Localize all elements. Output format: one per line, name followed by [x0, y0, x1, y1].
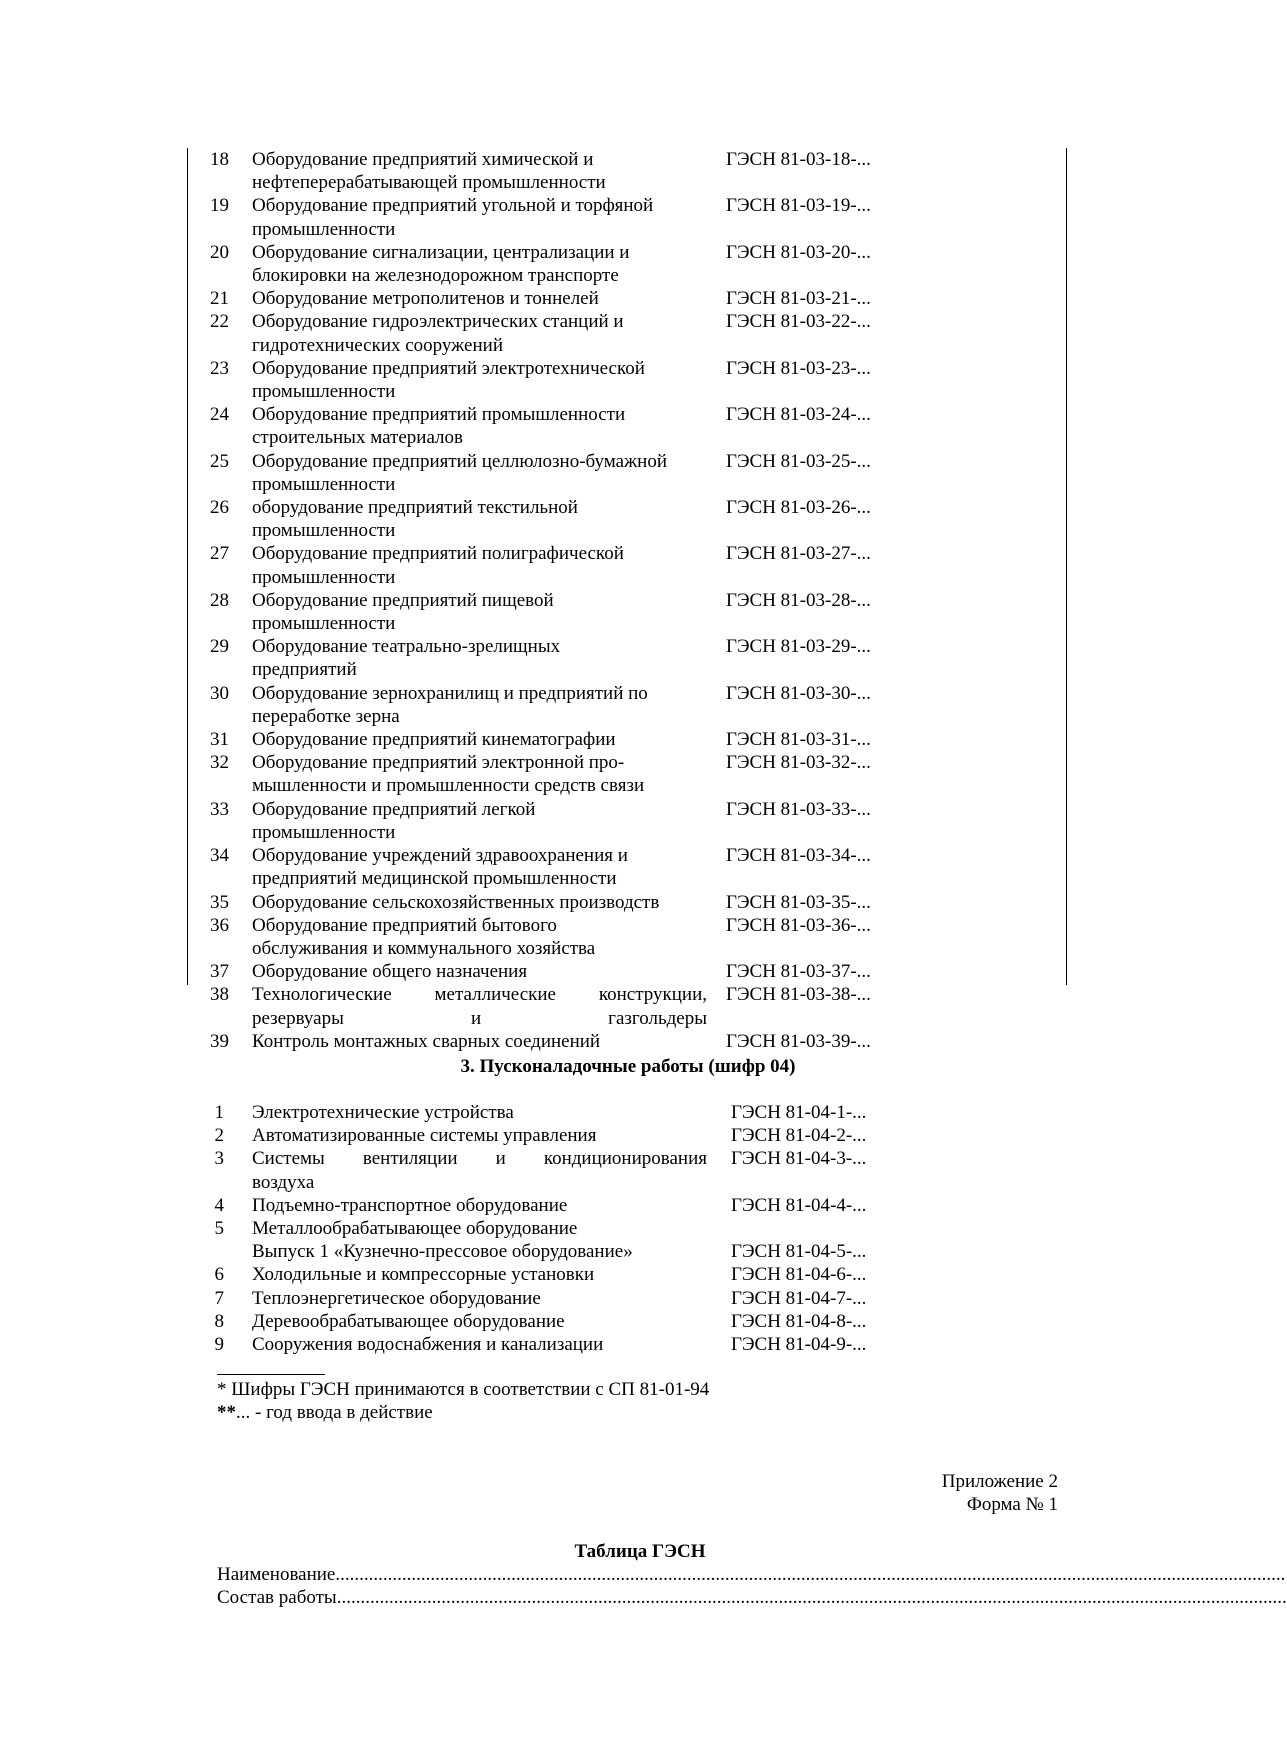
table-row — [200, 241, 900, 287]
table-row — [200, 194, 900, 240]
equipment-codes-table — [200, 148, 900, 1053]
row-name: Технологические металлические конструкции, резервуары и газгольдеры — [252, 984, 707, 1029]
row-name: Деревообрабатывающее оборудование — [252, 1310, 565, 1332]
row-code: ГЭСН 81-03-33-... — [726, 798, 871, 820]
row-name: Оборудование метрополитенов и тоннелей — [252, 288, 599, 310]
row-name: Контроль монтажных сварных соединений — [252, 1030, 601, 1052]
row-code: ГЭСН 81-03-21-... — [726, 288, 871, 310]
row-code: ГЭСН 81-04-7-... — [731, 1287, 867, 1309]
row-code: ГЭСН 81-03-32-... — [726, 752, 871, 774]
row-number: 6 — [214, 1264, 224, 1286]
row-number: 38 — [210, 984, 229, 1006]
row-name: Системы вентиляции и кондиционирования воздуха — [252, 1148, 707, 1193]
row-code: ГЭСН 81-03-26-... — [726, 497, 871, 519]
footnote-1: * Шифры ГЭСН принимаются в соответствии с СП 81-01-94 — [217, 1379, 710, 1400]
table-row — [200, 310, 900, 356]
row-code: ГЭСН 81-03-31-... — [726, 729, 871, 751]
row-name: Подъемно-транспортное оборудование — [252, 1194, 568, 1216]
table-row — [200, 751, 900, 797]
table-row — [200, 844, 900, 890]
work-composition-field-line: Состав работы........................................................................................................................................................................................................ — [217, 1587, 1287, 1608]
row-name: Теплоэнергетическое оборудование — [252, 1287, 541, 1309]
row-code: ГЭСН 81-03-37-... — [726, 961, 871, 983]
footnote-2: **... - год ввода в действие — [217, 1402, 433, 1423]
table-row — [200, 1333, 900, 1356]
row-name: Оборудование предприятий химической и нефтеперерабатывающей промышленности — [252, 149, 606, 194]
row-name: Оборудование общего назначения — [252, 961, 528, 983]
row-code: ГЭСН 81-03-22-... — [726, 311, 871, 333]
row-name: Оборудование сельскохозяйственных производств — [252, 891, 660, 913]
row-name: Оборудование предприятий пищевой промышленности — [252, 589, 554, 635]
table-row — [200, 542, 900, 588]
table-row — [200, 1240, 900, 1263]
row-name: Оборудование предприятий электронной про- мышленности и промышленности средств связи — [252, 752, 645, 797]
row-code: ГЭСН 81-04-8-... — [731, 1310, 867, 1332]
table-row — [200, 287, 900, 310]
row-name: Выпуск 1 «Кузнечно-прессовое оборудование» — [252, 1241, 633, 1263]
row-number: 28 — [210, 589, 229, 611]
section-heading: 3. Пусконаладочные работы (шифр 04) — [460, 1056, 796, 1077]
table-row — [200, 960, 900, 983]
table-row — [200, 357, 900, 403]
row-number: 7 — [214, 1287, 224, 1309]
row-number: 27 — [210, 543, 229, 565]
table-row — [200, 1287, 900, 1310]
row-code: ГЭСН 81-03-29-... — [726, 636, 871, 658]
name-field-line: Наименование........................................................................................................................................................................................................ — [217, 1564, 1286, 1585]
row-number: 19 — [210, 195, 229, 217]
row-name: Оборудование предприятий угольной и торфяной промышленности — [252, 195, 654, 240]
right-margin-bar — [1066, 148, 1067, 985]
row-code: ГЭСН 81-03-35-... — [726, 891, 871, 913]
table-row — [200, 798, 900, 844]
row-code: ГЭСН 81-03-36-... — [726, 914, 871, 936]
row-number: 2 — [214, 1125, 224, 1147]
row-number: 32 — [210, 752, 229, 774]
row-number: 24 — [210, 404, 229, 426]
row-number: 3 — [214, 1148, 224, 1170]
row-name: Оборудование предприятий полиграфической промышленности — [252, 543, 624, 588]
table-row — [200, 1310, 900, 1333]
row-name: Оборудование предприятий легкой промышленности — [252, 798, 536, 843]
row-number: 4 — [214, 1194, 224, 1216]
row-code: ГЭСН 81-04-6-... — [731, 1264, 867, 1286]
row-code: ГЭСН 81-03-20-... — [726, 241, 871, 263]
footnote-separator — [217, 1374, 325, 1375]
footnotes — [217, 1378, 709, 1424]
commissioning-codes-table — [200, 1101, 900, 1356]
row-name: Оборудование предприятий целлюлозно-бумажной промышленности — [252, 450, 668, 495]
row-number: 22 — [210, 311, 229, 333]
table-row — [200, 1030, 900, 1053]
table-row — [200, 450, 900, 496]
row-code: ГЭСН 81-04-2-... — [731, 1125, 867, 1147]
row-number: 8 — [214, 1310, 224, 1332]
row-name: Оборудование зернохранилищ и предприятий по переработке зерна — [252, 682, 648, 727]
row-number: 9 — [214, 1334, 224, 1356]
row-name: Оборудование гидроэлектрических станций и гидротехнических сооружений — [252, 311, 624, 356]
table-row — [200, 1147, 900, 1193]
table-row — [200, 148, 900, 194]
row-number: 39 — [210, 1030, 229, 1052]
row-name: Автоматизированные системы управления — [252, 1125, 597, 1147]
row-number: 29 — [210, 636, 229, 658]
table-row — [200, 914, 900, 960]
row-name: Сооружения водоснабжения и канализации — [252, 1334, 604, 1356]
row-number: 1 — [214, 1102, 224, 1123]
row-number: 5 — [214, 1218, 224, 1240]
row-code: ГЭСН 81-04-3-... — [731, 1148, 867, 1170]
row-name: Электротехнические устройства — [252, 1102, 514, 1123]
row-code: ГЭСН 81-04-4-... — [731, 1194, 867, 1216]
row-code: ГЭСН 81-03-19-... — [726, 195, 871, 217]
row-code: ГЭСН 81-04-5-... — [731, 1241, 867, 1263]
row-number: 20 — [210, 241, 229, 263]
row-number: 25 — [210, 450, 229, 472]
table-row — [200, 635, 900, 681]
table-row — [200, 891, 900, 914]
row-name: Оборудование предприятий промышленности строительных материалов — [252, 404, 626, 449]
row-code: ГЭСН 81-03-24-... — [726, 404, 871, 426]
row-code: ГЭСН 81-03-28-... — [726, 589, 871, 611]
row-code: ГЭСН 81-03-25-... — [726, 450, 871, 472]
row-number: 21 — [210, 288, 229, 310]
row-name: Оборудование предприятий кинематографии — [252, 729, 616, 751]
row-name: Металлообрабатывающее оборудование — [252, 1218, 578, 1240]
table-row — [200, 496, 900, 542]
table-row — [200, 728, 900, 751]
row-code: ГЭСН 81-04-1-... — [731, 1102, 867, 1123]
table-row — [200, 1263, 900, 1286]
row-number: 18 — [210, 149, 229, 170]
row-number: 31 — [210, 729, 229, 751]
row-code: ГЭСН 81-03-38-... — [726, 984, 871, 1006]
row-name: Оборудование учреждений здравоохранения и предприятий медицинской промышленности — [252, 845, 628, 890]
table-row — [200, 1124, 900, 1147]
row-name: Оборудование предприятий бытового обслуживания и коммунального хозяйства — [252, 914, 596, 959]
row-number: 37 — [210, 961, 229, 983]
table-row — [200, 1194, 900, 1217]
row-name: оборудование предприятий текстильной промышленности — [252, 497, 578, 542]
row-number: 30 — [210, 682, 229, 704]
row-code: ГЭСН 81-03-39-... — [726, 1030, 871, 1052]
row-code: ГЭСН 81-03-30-... — [726, 682, 871, 704]
row-number: 33 — [210, 798, 229, 820]
row-name: Оборудование предприятий электротехнической промышленности — [252, 357, 645, 403]
row-code: ГЭСН 81-03-34-... — [726, 845, 871, 867]
row-number: 34 — [210, 845, 229, 867]
table-row — [200, 1101, 900, 1124]
table-row — [200, 983, 900, 1029]
row-name: Оборудование театрально-зрелищных предприятий — [252, 636, 561, 681]
row-code: ГЭСН 81-04-9-... — [731, 1334, 867, 1356]
row-name: Оборудование сигнализации, централизации и блокировки на железнодорожном транспорте — [252, 241, 630, 287]
row-name: Холодильные и компрессорные установки — [252, 1264, 595, 1286]
row-number: 35 — [210, 891, 229, 913]
row-code: ГЭСН 81-03-27-... — [726, 543, 871, 565]
row-code: ГЭСН 81-03-23-... — [726, 357, 871, 379]
row-number: 36 — [210, 914, 229, 936]
table-row — [200, 589, 900, 635]
row-number: 23 — [210, 357, 229, 379]
table-title: Таблица ГЭСН — [574, 1541, 706, 1562]
row-number: 26 — [210, 497, 229, 519]
table-row — [200, 1217, 900, 1240]
appendix-label: Приложение 2 Форма № 1 — [941, 1471, 1058, 1515]
row-code: ГЭСН 81-03-18-... — [726, 149, 871, 170]
table-row — [200, 403, 900, 449]
left-margin-bar — [187, 148, 188, 985]
table-row — [200, 682, 900, 728]
